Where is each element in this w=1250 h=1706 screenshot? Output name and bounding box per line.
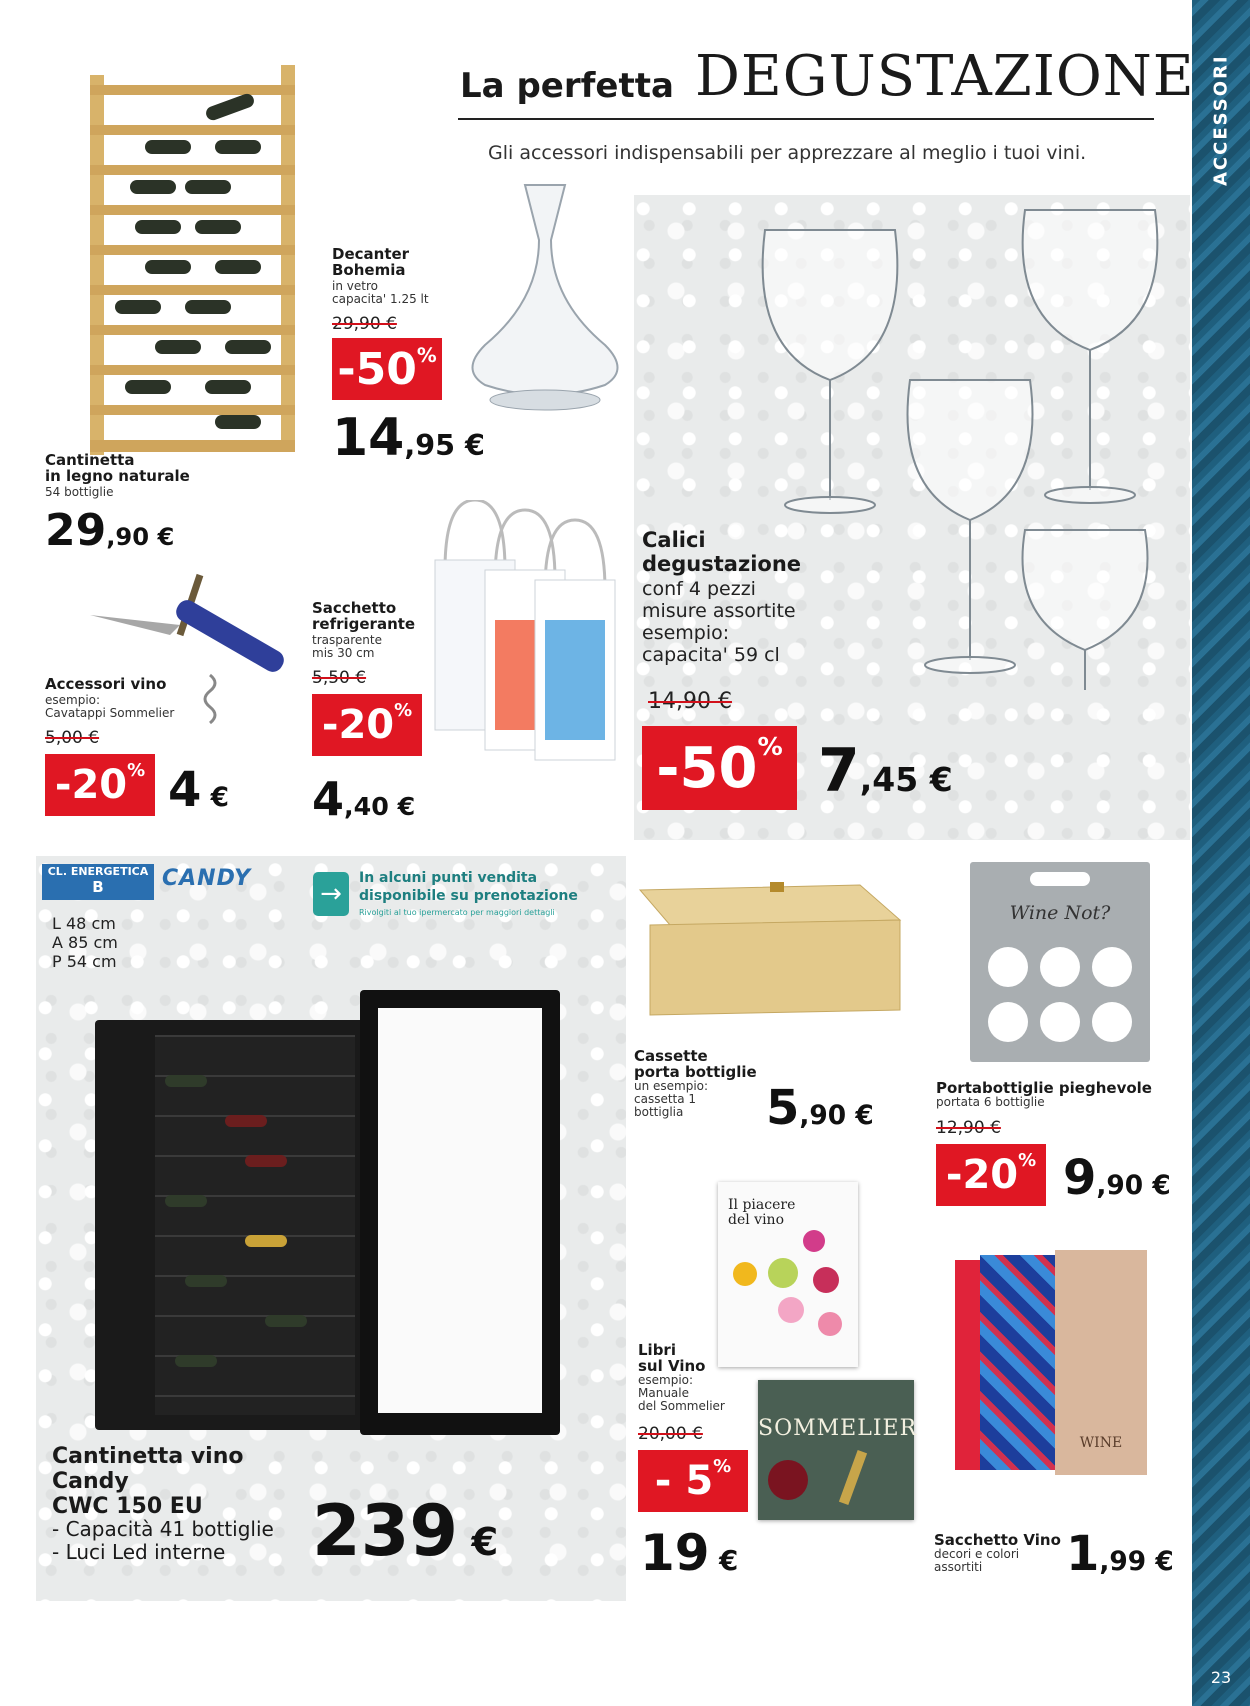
book-title: SOMMELIER <box>758 1416 918 1441</box>
reservation-notice <box>313 870 618 928</box>
wine-bags-image <box>950 1250 1150 1480</box>
product-name: Decanter Bohemia <box>332 245 410 279</box>
product-price: 14,95 € <box>332 408 485 468</box>
wooden-rack-image <box>85 45 300 455</box>
product-detail: esempio: Cavatappi Sommelier <box>45 693 175 720</box>
book-title: Il piacere del vino <box>728 1197 796 1228</box>
old-price: 20,00 € <box>638 1424 703 1444</box>
wine-fridge-image <box>95 990 565 1440</box>
product-name: Accessori vino <box>45 675 167 693</box>
product-price: 239 € <box>312 1490 499 1572</box>
product-name: Cantinetta in legno naturale <box>45 451 190 485</box>
title-rule <box>458 118 1154 120</box>
discount-badge: -50 % <box>642 726 797 810</box>
product-price: 7,45 € <box>818 736 953 806</box>
product-detail: trasparente mis 30 cm <box>312 633 382 660</box>
brand-logo: CANDY <box>162 866 252 891</box>
product-name: Portabottiglie pieghevole <box>936 1079 1152 1097</box>
product-price: 5,90 € <box>766 1080 874 1136</box>
product-detail: conf 4 pezzi misure assortite esempio: capacita' 59 cl <box>642 578 796 666</box>
notice-line-2: disponibile su prenotazione <box>359 888 578 904</box>
dimensions: L 48 cm A 85 cm P 54 cm <box>52 914 118 971</box>
product-price: 1,99 € <box>1066 1526 1174 1582</box>
product-detail: esempio: Manuale del Sommelier <box>638 1373 725 1413</box>
product-price: 4,40 € <box>312 772 416 826</box>
product-detail: 54 bottiglie <box>45 485 114 499</box>
old-price: 5,00 € <box>45 728 100 748</box>
discount-badge: - 5 % <box>638 1450 748 1512</box>
energy-class: B <box>92 878 104 896</box>
notice-line-1: In alcuni punti vendita <box>359 870 538 886</box>
product-name: Cantinetta vino Candy CWC 150 EU <box>52 1444 244 1519</box>
old-price: 14,90 € <box>648 689 732 714</box>
bottle-holder-image <box>970 862 1150 1062</box>
bag-text: WINE <box>1079 1435 1123 1451</box>
product-detail: decori e colori assortiti <box>934 1547 1020 1574</box>
energy-label: CL. ENERGETICA <box>47 865 149 878</box>
book-image-2 <box>758 1380 918 1520</box>
discount-badge: -20 % <box>936 1144 1046 1206</box>
old-price: 5,50 € <box>312 668 367 688</box>
discount-badge: -20 % <box>45 754 155 816</box>
cooler-bags-image <box>425 500 625 770</box>
product-price: 19 € <box>640 1524 739 1582</box>
decanter-image <box>455 180 635 445</box>
notice-line-3: Rivolgiti al tuo ipermercato per maggiori dettagli <box>359 908 555 917</box>
product-detail: in vetro capacita' 1.25 lt <box>332 279 429 306</box>
side-band <box>1192 0 1250 1706</box>
title-prefix: La perfetta <box>460 66 674 106</box>
book-image-1 <box>718 1182 858 1367</box>
board-text: Wine Not? <box>1009 902 1111 924</box>
corkscrew-image <box>90 565 290 755</box>
page-subtitle: Gli accessori indispensabili per apprezzare al meglio i tuoi vini. <box>488 142 1087 164</box>
wooden-box-image <box>630 880 910 1020</box>
product-price: 29,90 € <box>45 505 175 556</box>
product-name: Calici degustazione <box>642 528 802 576</box>
page-number: 23 <box>1210 1668 1232 1687</box>
section-tab: ACCESSORI <box>1210 54 1232 186</box>
energy-class-badge <box>42 864 154 900</box>
product-name: Sacchetto refrigerante <box>312 599 416 633</box>
product-detail: un esempio: cassetta 1 bottiglia <box>634 1079 709 1119</box>
discount-badge: -50 % <box>332 338 442 400</box>
product-price: 4 € <box>168 762 229 818</box>
document-icon: → <box>313 872 349 916</box>
product-name: Cassette porta bottiglie <box>634 1047 757 1081</box>
old-price: 12,90 € <box>936 1118 1001 1138</box>
old-price: 29,90 € <box>332 314 397 334</box>
wine-glasses-image <box>740 200 1190 700</box>
page-title: DEGUSTAZIONE <box>695 44 1195 109</box>
product-name: Libri sul Vino <box>638 1341 706 1375</box>
product-features: - Capacità 41 bottiglie - Luci Led interne <box>52 1517 274 1564</box>
discount-badge: -20 % <box>312 694 422 756</box>
product-name: Sacchetto Vino <box>934 1531 1061 1549</box>
product-price: 9,90 € <box>1063 1150 1171 1206</box>
product-detail: portata 6 bottiglie <box>936 1095 1045 1109</box>
